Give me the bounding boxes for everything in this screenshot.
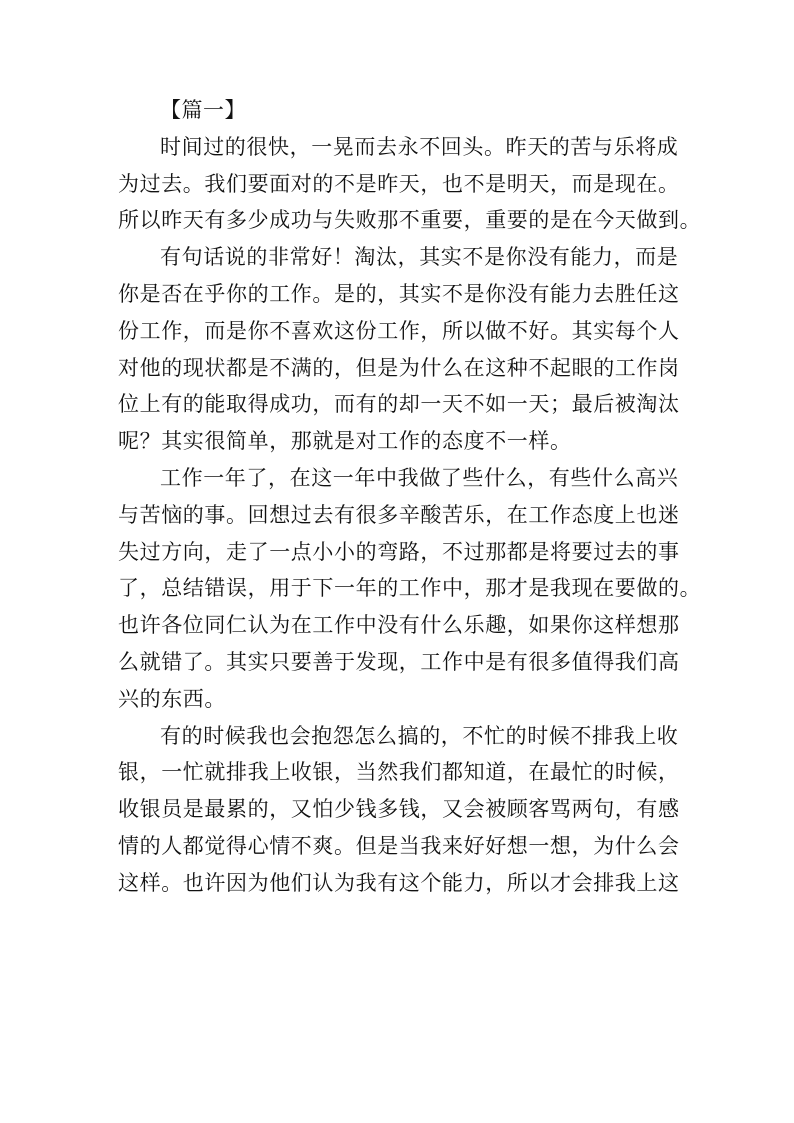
text-line: 时间过的很快，一晃而去永不回头。昨天的苦与乐将成 bbox=[160, 134, 679, 159]
text-line: 有的时候我也会抱怨怎么搞的，不忙的时候不排我上收 bbox=[160, 723, 679, 748]
text-line: 份工作，而是你不喜欢这份工作，所以做不好。其实每个人 bbox=[118, 318, 680, 343]
paragraph-lines bbox=[118, 129, 702, 902]
text-line: 兴的东西。 bbox=[118, 686, 226, 711]
text-line: 与苦恼的事。回想过去有很多辛酸苦乐，在工作态度上也迷 bbox=[118, 502, 680, 527]
text-line: 工作一年了，在这一年中我做了些什么，有些什么高兴 bbox=[160, 465, 679, 490]
text-line: 有句话说的非常好！淘汰，其实不是你没有能力，而是 bbox=[160, 245, 679, 270]
section-heading: 【篇一】 bbox=[160, 98, 246, 122]
text-line: 也许各位同仁认为在工作中没有什么乐趣，如果你这样想那 bbox=[118, 613, 680, 638]
text-line: 你是否在乎你的工作。是的，其实不是你没有能力去胜任这 bbox=[118, 281, 680, 306]
text-line: 所以昨天有多少成功与失败那不重要，重要的是在今天做到。 bbox=[118, 208, 702, 233]
text-line: 么就错了。其实只要善于发现，工作中是有很多值得我们高 bbox=[118, 649, 680, 674]
text-line: 情的人都觉得心情不爽。但是当我来好好想一想，为什么会 bbox=[118, 833, 680, 858]
text-line: 收银员是最累的，又怕少钱多钱，又会被顾客骂两句，有感 bbox=[118, 797, 680, 822]
document-body bbox=[118, 92, 702, 902]
text-line: 了，总结错误，用于下一年的工作中，那才是我现在要做的。 bbox=[118, 576, 702, 601]
text-line: 对他的现状都是不满的，但是为什么在这种不起眼的工作岗 bbox=[118, 355, 680, 380]
text-line: 位上有的能取得成功，而有的却一天不如一天；最后被淘汰 bbox=[118, 392, 680, 417]
text-line: 呢？其实很简单，那就是对工作的态度不一样。 bbox=[118, 429, 572, 454]
text-line: 为过去。我们要面对的不是昨天，也不是明天，而是现在。 bbox=[118, 171, 680, 196]
text-line: 失过方向，走了一点小小的弯路，不过那都是将要过去的事 bbox=[118, 539, 680, 564]
text-line: 银，一忙就排我上收银，当然我们都知道，在最忙的时候， bbox=[118, 760, 680, 785]
text-line: 这样。也许因为他们认为我有这个能力，所以才会排我上这 bbox=[118, 870, 680, 895]
